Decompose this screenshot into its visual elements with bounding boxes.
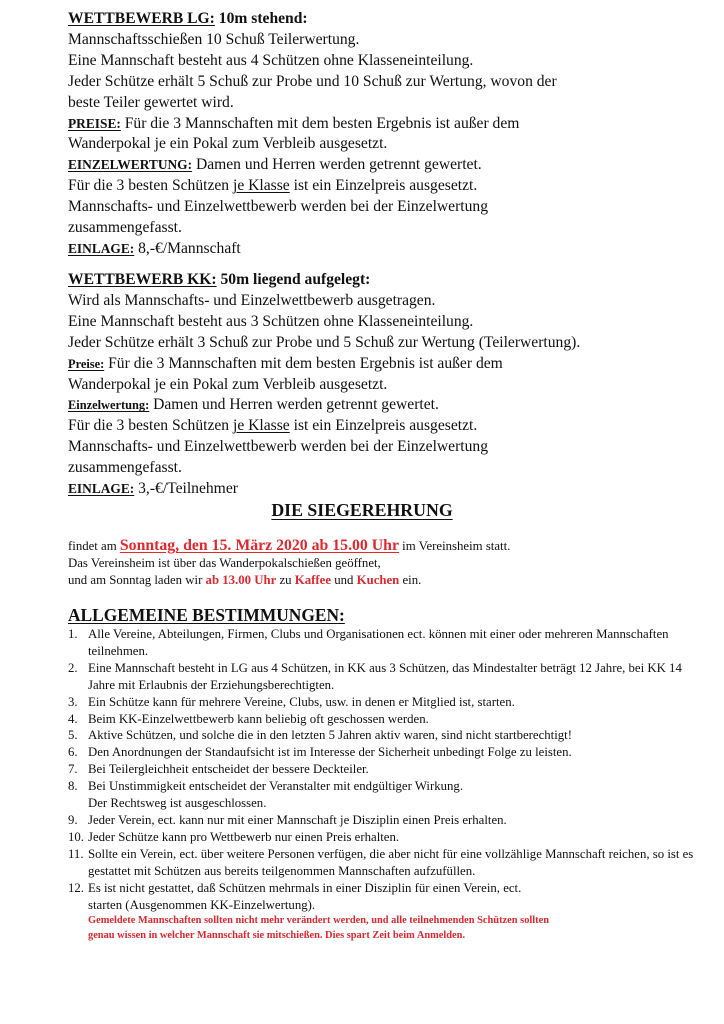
rule-text: Ein Schütze kann für mehrere Vereine, Clubs, usw. in denen er Mitglied ist, starten. <box>88 694 515 709</box>
rule-number: 2. <box>68 660 78 675</box>
heading-subtitle: 50m liegend aufgelegt: <box>216 271 371 288</box>
heading-label: WETTBEWERB KK: <box>68 271 217 288</box>
rule-item <box>68 660 708 694</box>
text-line <box>68 416 708 437</box>
text-fragment: findet am <box>68 539 120 553</box>
text-line: Jeder Schütze erhält 5 Schuß zur Probe und 10 Schuß zur Wertung, wovon der <box>68 72 557 90</box>
section-kk <box>68 270 708 500</box>
rule-item <box>68 880 708 914</box>
einlage-line <box>68 479 708 500</box>
rule-item <box>68 727 708 744</box>
einlage-label: EINLAGE: <box>68 481 135 497</box>
section-kk-heading <box>68 270 708 291</box>
text-line: Wird als Mannschafts- und Einzelwettbewerb ausgetragen. <box>68 291 436 309</box>
rule-text: Den Anordnungen der Standaufsicht ist im Interesse der Sicherheit unbedingt Folge zu leisten. <box>88 745 572 760</box>
rule-number: 3. <box>68 694 78 709</box>
einlage-label: EINLAGE: <box>68 240 135 256</box>
rule-text: Jeder Schütze kann pro Wettbewerb nur einen Preis erhalten. <box>88 829 400 844</box>
text-line: Wanderpokal je ein Pokal zum Verbleib ausgesetzt. <box>68 375 388 393</box>
kuchen-highlight: Kuchen <box>356 572 400 587</box>
preise-line <box>68 354 708 375</box>
text-line: Mannschaftsschießen 10 Schuß Teilerwertung. <box>68 30 360 48</box>
rule-number: 10. <box>68 829 84 844</box>
einzelwertung-text: Damen und Herren werden getrennt gewertet. <box>192 156 482 174</box>
rule-text: Jeder Verein, ect. kann nur mit einer Mannschaft je Disziplin einen Preis erhalten. <box>88 812 507 827</box>
text-line: Mannschafts- und Einzelwettbewerb werden bei der Einzelwertung <box>68 198 489 216</box>
rule-text-line: starten (Ausgenommen KK-Einzelwertung). <box>88 897 316 912</box>
rule-item <box>68 846 708 880</box>
text-line: Jeder Schütze erhält 3 Schuß zur Probe und 5 Schuß zur Wertung (Teilerwertung). <box>68 333 581 351</box>
text-fragment: im Vereinsheim statt. <box>398 539 511 553</box>
registration-note <box>68 914 708 943</box>
text-fragment: Für die 3 besten Schützen <box>68 417 233 435</box>
preise-text: Für die 3 Mannschaften mit dem besten Ergebnis ist außer dem <box>104 354 503 372</box>
rule-number: 12. <box>68 880 84 895</box>
text-line: beste Teiler gewertet wird. <box>68 93 234 111</box>
rule-number: 11. <box>68 846 84 861</box>
heading-label: WETTBEWERB LG: <box>68 10 215 27</box>
rules-list <box>68 626 708 943</box>
event-date-highlight: Sonntag, den 15. März 2020 ab 15.00 Uhr <box>119 537 399 554</box>
rule-number: 8. <box>68 779 78 794</box>
text-fragment: und am Sonntag laden wir <box>68 572 206 587</box>
rule-number: 4. <box>68 711 78 726</box>
rule-item <box>68 778 708 812</box>
cafe-line <box>68 572 708 589</box>
rule-item <box>68 829 708 846</box>
rule-item <box>68 761 708 778</box>
einlage-line <box>68 239 708 260</box>
section-lg <box>68 9 708 260</box>
rule-number: 5. <box>68 728 78 743</box>
siegerehrung-date-line <box>68 538 708 555</box>
rule-number: 1. <box>68 627 78 641</box>
preise-label: PREISE: <box>68 115 121 131</box>
text-line <box>68 176 708 197</box>
text-fragment: ist ein Einzelpreis ausgesetzt. <box>289 417 478 435</box>
allgemeine-bestimmungen-title: ALLGEMEINE BESTIMMUNGEN: <box>68 605 345 625</box>
einzelwertung-line <box>68 395 708 416</box>
einzelwertung-label: EINZELWERTUNG: <box>68 157 193 173</box>
rule-text <box>88 880 708 914</box>
rule-text: Aktive Schützen, und solche die in den letzten 5 Jahren aktiv waren, sind nicht startberechtigt! <box>88 728 573 743</box>
preise-text: Für die 3 Mannschaften mit dem besten Ergebnis ist außer dem <box>120 114 520 132</box>
je-klasse-underlined: je Klasse <box>233 177 290 195</box>
rule-text <box>88 778 708 812</box>
einlage-text: 3,-€/Teilnehmer <box>134 480 238 498</box>
rule-number: 6. <box>68 745 78 760</box>
je-klasse-underlined: je Klasse <box>233 417 290 435</box>
rule-number: 7. <box>68 762 78 777</box>
rule-text: Bei Teilergleichheit entscheidet der bessere Deckteiler. <box>88 762 369 777</box>
text-fragment: zu <box>276 572 295 587</box>
einzelwertung-text: Damen und Herren werden getrennt gewertet. <box>149 396 439 414</box>
rule-item <box>68 626 708 660</box>
note-line: Gemeldete Mannschaften sollten nicht mehr verändert werden, und alle teilnehmenden Schützen sollten <box>88 915 550 927</box>
text-fragment: ein. <box>399 572 422 587</box>
rule-item <box>68 694 708 711</box>
text-fragment: ist ein Einzelpreis ausgesetzt. <box>289 177 478 195</box>
rule-text: Sollte ein Verein, ect. über weitere Personen verfügen, die aber nicht für eine vollzählige Mannschaft reichen, so ist es gestattet mit Schützen aus bereits teilgenommen Mannschaften aufzufüllen. <box>88 846 694 878</box>
rule-text-line: Bei Unstimmigkeit entscheidet der Veranstalter mit endgültiger Wirkung. <box>88 779 464 794</box>
rule-item <box>68 812 708 829</box>
section-lg-heading <box>68 9 708 30</box>
preise-label: Preise: <box>68 356 105 371</box>
rule-text: Eine Mannschaft besteht in LG aus 4 Schützen, in KK aus 3 Schützen, das Mindestalter beträgt 12 Jahre, bei KK 14 Jahre mit Erlaubnis der Erziehungsberechtigten. <box>88 660 682 692</box>
rule-text-line: Es ist nicht gestattet, daß Schützen mehrmals in einer Disziplin für einen Verein, ect. <box>88 880 522 895</box>
rule-text: Beim KK-Einzelwettbewerb kann beliebig oft geschossen werden. <box>88 711 429 726</box>
text-line: zusammengefasst. <box>68 459 182 477</box>
text-line: zusammengefasst. <box>68 219 182 237</box>
preise-line <box>68 114 708 135</box>
text-line: Mannschafts- und Einzelwettbewerb werden bei der Einzelwertung <box>68 438 489 456</box>
einzelwertung-label: Einzelwertung: <box>68 398 150 413</box>
rule-item <box>68 711 708 728</box>
heading-subtitle: 10m stehend: <box>214 10 308 27</box>
note-line: genau wissen in welcher Mannschaft sie mitschießen. Dies spart Zeit beim Anmelden. <box>88 929 466 941</box>
einlage-text: 8,-€/Mannschaft <box>134 239 241 257</box>
siegerehrung-details <box>68 538 708 588</box>
text-fragment: Für die 3 besten Schützen <box>68 177 233 195</box>
text-line: Eine Mannschaft besteht aus 4 Schützen ohne Klasseneinteilung. <box>68 51 474 69</box>
kaffee-highlight: Kaffee <box>294 572 332 587</box>
rule-text: Alle Vereine, Abteilungen, Firmen, Clubs und Organisationen ect. können mit einer oder mehreren Mannschaften teilnehmen. <box>88 627 669 658</box>
text-line: Das Vereinsheim ist über das Wanderpokalschießen geöffnet, <box>68 555 381 570</box>
cafe-time-highlight: ab 13.00 Uhr <box>205 572 277 587</box>
text-line: Eine Mannschaft besteht aus 3 Schützen ohne Klasseneinteilung. <box>68 312 474 330</box>
rule-item <box>68 744 708 761</box>
text-fragment: und <box>331 572 357 587</box>
text-line: Wanderpokal je ein Pokal zum Verbleib ausgesetzt. <box>68 135 388 153</box>
siegerehrung-title: DIE SIEGEREHRUNG <box>271 500 453 520</box>
rule-number: 9. <box>68 812 78 827</box>
einzelwertung-line <box>68 155 708 176</box>
rule-text-line: Der Rechtsweg ist ausgeschlossen. <box>88 796 267 811</box>
